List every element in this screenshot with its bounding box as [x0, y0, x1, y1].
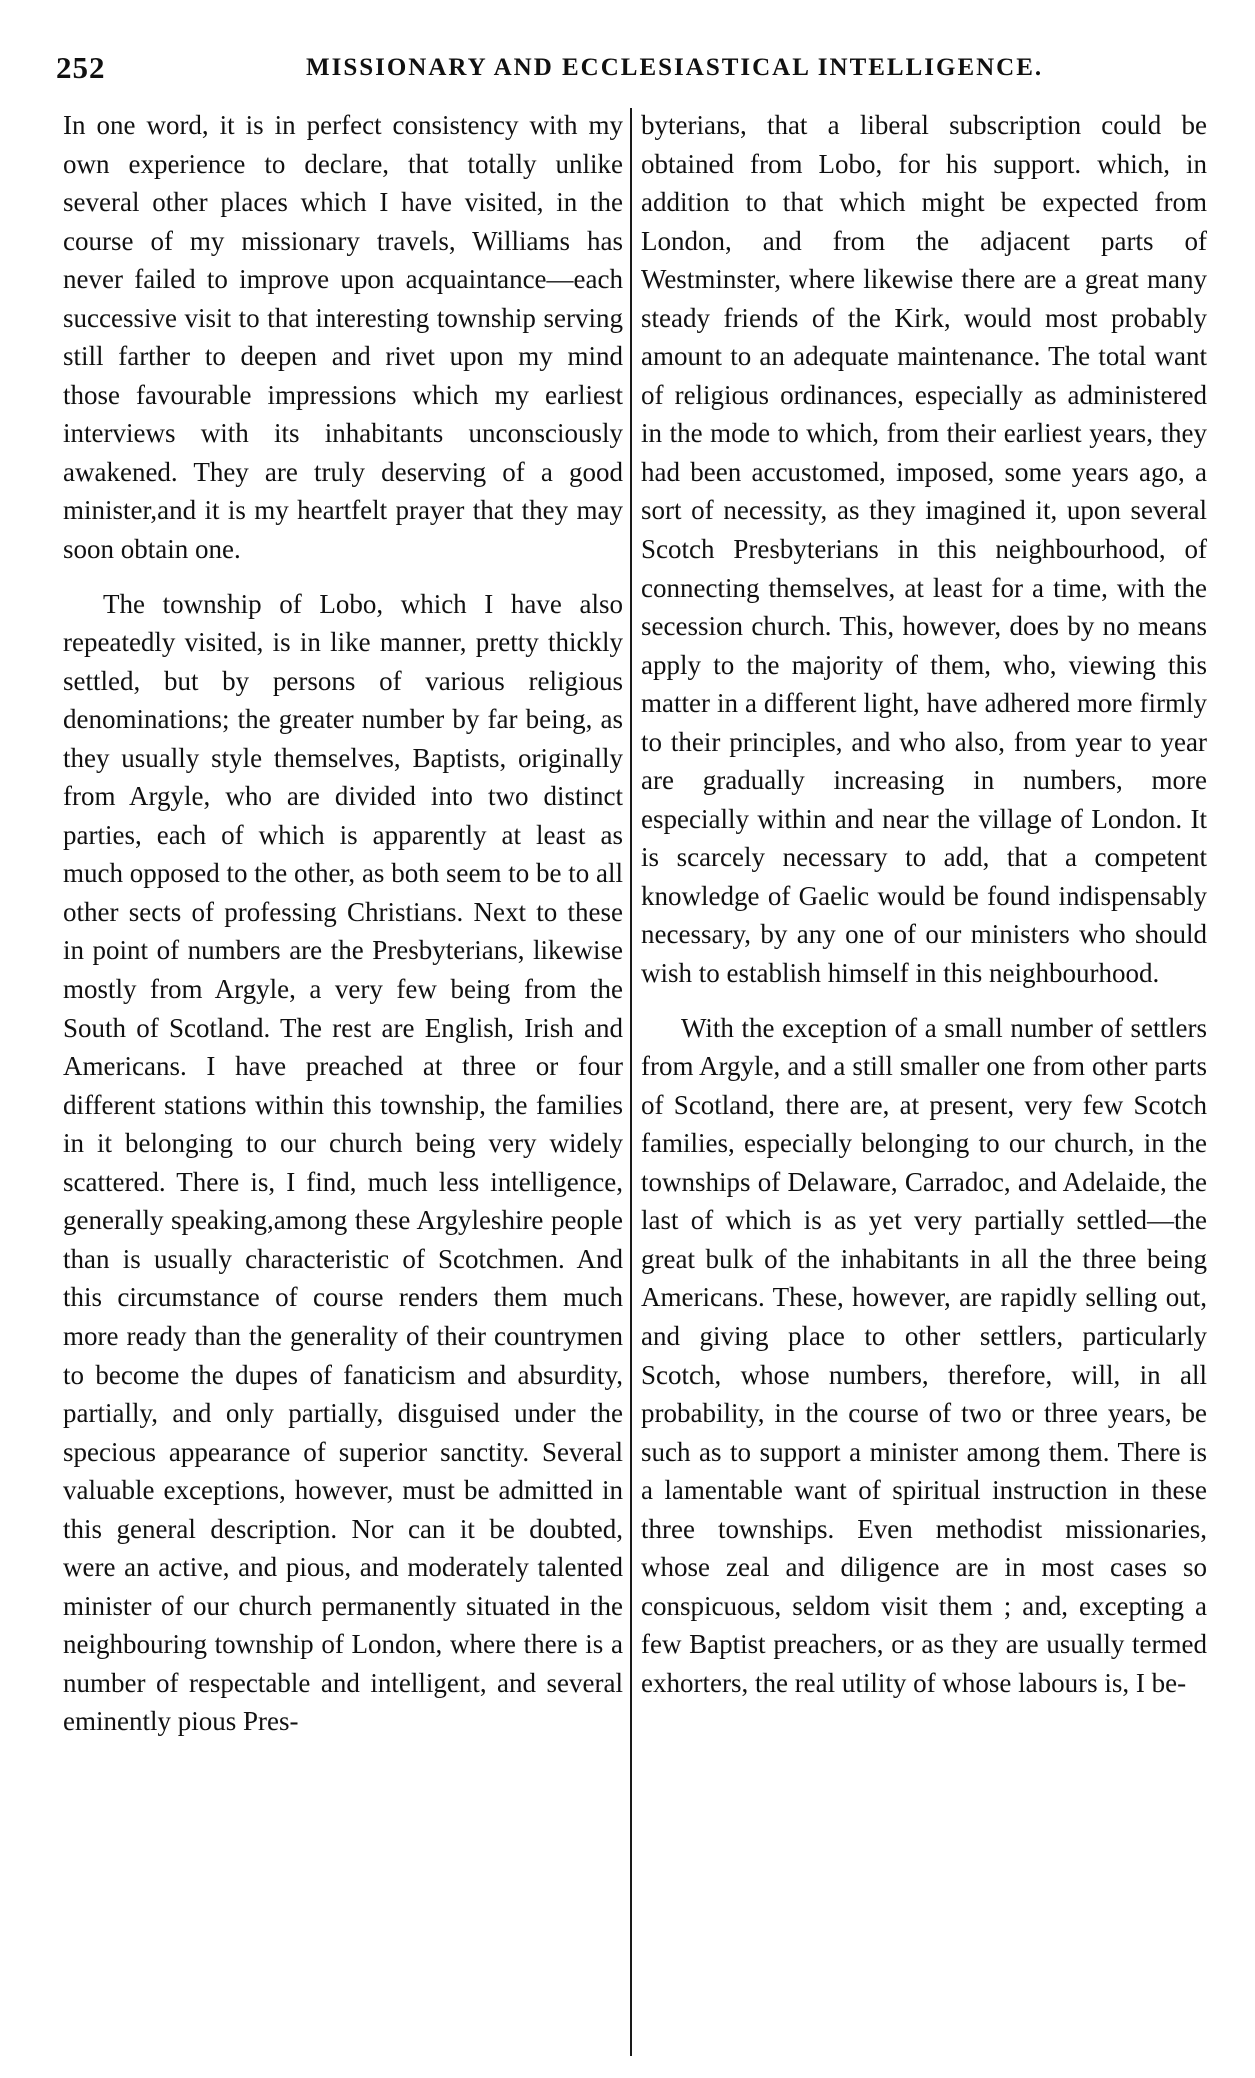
- running-head: MISSIONARY AND ECCLESIASTICAL INTELLIGENCE.: [306, 54, 1044, 81]
- left-column: [63, 106, 623, 1741]
- paragraph: With the exception of a small number of settlers from Argyle, and a still smaller one from other parts of Scotland, there are, at present, very few Scotch families, especially belonging to our church, in the townships of Delaware, Carradoc, and Adelaide, the last of which is as yet very partially settled—the great bulk of the inhabitants in all the three being Americans. These, however, are rapidly selling out, and giving place to other settlers, particularly Scotch, whose numbers, therefore, will, in all probability, in the course of two or three years, be such as to support a minister among them. There is a lamentable want of spiritual instruction in these three townships. Even methodist missionaries, whose zeal and diligence are in most cases so conspicuous, seldom visit them ; and, excepting a few Baptist preachers, or as they are usually termed exhorters, the real utility of whose labours is, I be-: [641, 1012, 1207, 1698]
- paragraph: In one word, it is in perfect consistency with my own experience to declare, that totally unlike several other places which I have visited, in the course of my missionary travels, Williams has never failed to improve upon acquaintance—each successive visit to that interesting township serving still farther to deepen and rivet upon my mind those favourable impressions which my earliest interviews with its inhabitants unconsciously awakened. They are truly deserving of a good minister,and it is my heartfelt prayer that they may soon obtain one.: [63, 110, 623, 565]
- right-column: [641, 106, 1207, 1702]
- page-number: 252: [56, 50, 106, 85]
- column-divider: [630, 108, 632, 2056]
- paragraph: The township of Lobo, which I have also repeatedly visited, is in like manner, pretty thickly settled, but by persons of various religious denominations; the greater number by far being, as they usually style themselves, Baptists, originally from Argyle, who are divided into two distinct parties, each of which is apparently at least as much opposed to the other, as both seem to be to all other sects of professing Christians. Next to these in point of numbers are the Presbyterians, likewise mostly from Argyle, a very few being from the South of Scotland. The rest are English, Irish and Americans. I have preached at three or four different stations within this township, the families in it belonging to our church being very widely scattered. There is, I find, much less intelligence, generally speaking,among these Argyleshire people than is usually characteristic of Scotchmen. And this circumstance of course renders them much more ready than the generality of their countrymen to become the dupes of fanaticism and absurdity, partially, and only partially, disguised under the specious appearance of superior sanctity. Several valuable exceptions, however, must be admitted in this general description. Nor can it be doubted, were an active, and pious, and moderately talented minister of our church permanently situated in the neighbouring township of London, where there is a number of respectable and intelligent, and several eminently pious Pres-: [63, 588, 623, 1737]
- page-header: [56, 50, 1196, 94]
- paragraph: byterians, that a liberal subscription could be obtained from Lobo, for his support. which, in addition to that which might be expected from London, and from the adjacent parts of Westminster, where likewise there are a great many steady friends of the Kirk, would most probably amount to an adequate maintenance. The total want of religious ordinances, especially as administered in the mode to which, from their earliest years, they had been accustomed, imposed, some years ago, a sort of necessity, as they imagined it, upon several Scotch Presbyterians in this neighbourhood, of connecting themselves, at least for a time, with the secession church. This, however, does by no means apply to the majority of them, who, viewing this matter in a different light, have adhered more firmly to their principles, and who also, from year to year are gradually increasing in numbers, more especially within and near the village of London. It is scarcely necessary to add, that a competent knowledge of Gaelic would be found indispensably necessary, by any one of our ministers who should wish to establish himself in this neighbourhood.: [641, 110, 1207, 989]
